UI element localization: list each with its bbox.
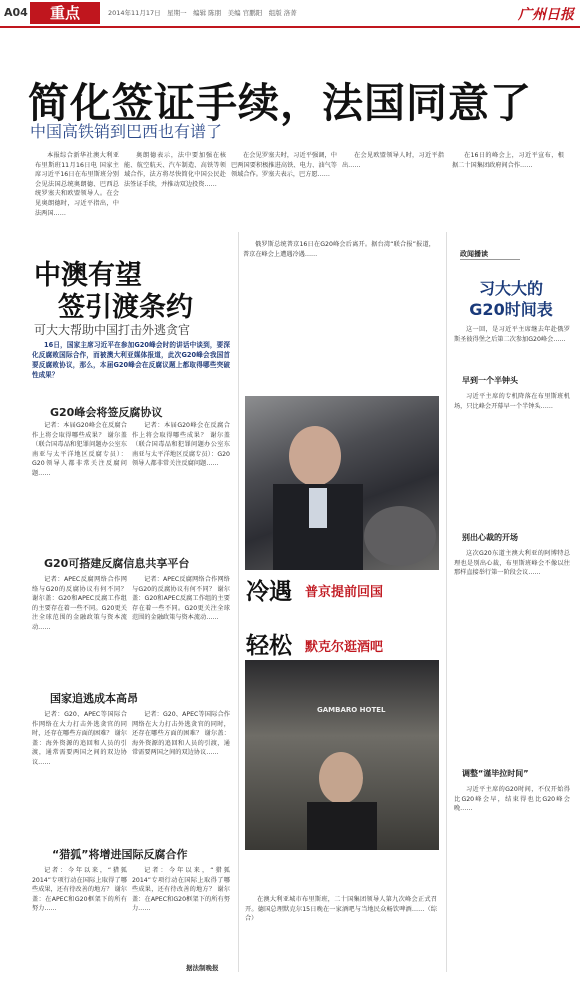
feature-headline-line1: 中澳有望 (34, 260, 142, 291)
header-meta: 2014年11月17日 星期一 编辑 陈朋 美编 官鹏阳 组版 洛菁 (108, 9, 297, 17)
overlay2-small-text: 默克尔逛酒吧 (305, 640, 384, 655)
lead-col-4: 在会见欧盟领导人时，习近平指出…… (342, 152, 444, 169)
feature-section-text-3b: 记者：G20、APEC等国际合作网络在大力打击外逃贪官的同时，还存在哪些方面的困难？ 谢尔盖：海外资源的追回和人员的引渡，通常需要两国之间的双边协议…… (132, 711, 230, 757)
lead-col-2: 奥朗德表示，法中要加强在核能、航空航天、汽车制造、高铁等领域合作，法方将尽快简化中国公民赴法签证手续，并推动双边投资…… (124, 152, 226, 188)
lead-col-1: 本报综合新华社澳大利亚布里斯班11月16日电 国家主席习近平16日在布里斯班分别会见法国总统奥朗德、巴西总统罗塞夫和欧盟领导人。在会见奥朗德时，习近平指出，中法两国…… (35, 152, 119, 217)
lead-col-5: 在16日的峰会上，习近平宣布，根据二十国集团政府间合作…… (452, 152, 564, 169)
merkel-photo (245, 660, 439, 850)
overlay1-big-text: 冷遇 (246, 579, 292, 605)
sidebar-tag: 政闻播读 (460, 249, 520, 260)
feature-section-title-3: 国家追逃成本高昂 (50, 692, 138, 705)
lead-headline: 简化签证手续，法国同意了 (28, 79, 532, 127)
feature-section-text-4b: 记者：今年以来，“猎狐2014”专项行动在国际上取得了哪些成果，还有待改善的地方？ 谢尔盖：在APEC和G20框架下的所有努力…… (132, 867, 230, 913)
feature-intro: 16日，国家主席习近平在参加G20峰会时的讲话中谈到，要深化反腐败国际合作，而被澳大利亚媒体报道，此次G20峰会我国首要反腐败协议，那么，本届G20峰会在反腐议题上都取得哪些突破性成果？ (32, 341, 230, 379)
feature-section-text-1b: 记者：本届G20峰会在反腐合作上将会取得哪些成果？ 谢尔盖（联合国毒品和犯罪问题办公室东南亚与太平洋地区反腐专员）：G20领导人都非常关注反腐问题…… (132, 422, 230, 468)
sidebar-title-line2: G20时间表 (469, 300, 553, 319)
merkel-photo-figure (245, 660, 439, 850)
sidebar-title-line1: 习大大的 (478, 279, 543, 298)
putin-photo (245, 396, 439, 570)
lead-subhead: 中国高铁销到巴西也有谱了 (30, 122, 223, 141)
column-divider-left (238, 232, 239, 972)
hotel-sign: GAMBARO HOTEL (317, 706, 386, 714)
feature-section-title-2: G20可搭建反腐信息共享平台 (44, 557, 190, 570)
overlay2-big-text: 轻松 (246, 633, 292, 659)
feature-section-text-2b: 记者：APEC反腐网络合作网络与G20的反腐协议有何不同？ 谢尔盖：G20和APEC反腐工作组的主要存在着一些不同。G20更关注全球范围的金融政策与资本流动…… (132, 576, 230, 622)
masthead-logo: 广州日报 (518, 7, 574, 23)
overlay1-small-text: 普京提前回国 (305, 585, 384, 600)
photo-caption-top: 俄罗斯总统普京16日在G20峰会后离开。据台湾“联合报”报道，普京在峰会上遭遇冷遇…… (243, 241, 435, 258)
sidebar-item-2-text: 这次G20东道主澳大利亚的阿博特总理也是别出心裁，布里斯班峰会不像以往那样直接举行第一阶段会议…… (454, 550, 570, 577)
feature-subhead: 可大大帮助中国打击外逃贪官 (34, 323, 191, 337)
feature-section-text-3: 记者：G20、APEC等国际合作网络在大力打击外逃贪官的同时，还存在哪些方面的困难？ 谢尔盖：海外资源的追回和人员的引渡，通常需要两国之间的双边协议…… (32, 711, 127, 766)
feature-section-text-1: 记者：本届G20峰会在反腐合作上将会取得哪些成果？ 谢尔盖（联合国毒品和犯罪问题办公室东南亚与太平洋地区反腐专员）：G20领导人都非常关注反腐问题…… (32, 422, 127, 477)
page-number: A04 (4, 6, 28, 19)
section-label: 重点 (30, 2, 100, 24)
feature-byline: 据法制晚报 (186, 964, 219, 972)
sidebar-item-3-title: 调整“谨毕拉时间” (462, 769, 529, 778)
sidebar-item-2-title: 别出心裁的开场 (462, 533, 518, 542)
sidebar-intro: 这一回，是习近平主席继去年赴俄罗斯圣彼得堡之后第二次参加G20峰会…… (454, 326, 570, 343)
column-divider-right (446, 232, 447, 972)
photo-caption-bottom: 在澳大利亚城市布里斯班，二十国集团领导人第九次峰会正式召开。德国总理默克尔15日晚在一家酒吧与当地民众畅饮啤酒……（综合） (245, 896, 437, 923)
putin-photo-figure (245, 396, 439, 570)
feature-section-text-2: 记者：APEC反腐网络合作网络与G20的反腐协议有何不同？ 谢尔盖：G20和APEC反腐工作组的主要存在着一些不同。G20更关注全球范围的金融政策与资本流动…… (32, 576, 127, 631)
lead-col-3: 在会见罗塞夫时，习近平强调，中巴两国要积极推进高铁、电力、油气等领域合作。罗塞夫表示，巴方愿…… (231, 152, 337, 179)
feature-section-title-1: G20峰会将签反腐协议 (50, 406, 163, 419)
feature-headline-line2: 签引渡条约 (58, 292, 193, 323)
feature-section-title-4: “猎狐”将增进国际反腐合作 (52, 848, 188, 861)
sidebar-item-1-text: 习近平主席的专机降落在布里斯班机场，只比峰会开幕早一个半钟头…… (454, 393, 570, 410)
sidebar-item-1-title: 早到一个半钟头 (462, 376, 518, 385)
feature-section-text-4: 记者：今年以来，“猎狐2014”专项行动在国际上取得了哪些成果，还有待改善的地方？ 谢尔盖：在APEC和G20框架下的所有努力…… (32, 867, 127, 913)
sidebar-item-3-text: 习近平主席的G20时间，不仅开始得比G20峰会早，结束得也比G20峰会晚…… (454, 786, 570, 813)
